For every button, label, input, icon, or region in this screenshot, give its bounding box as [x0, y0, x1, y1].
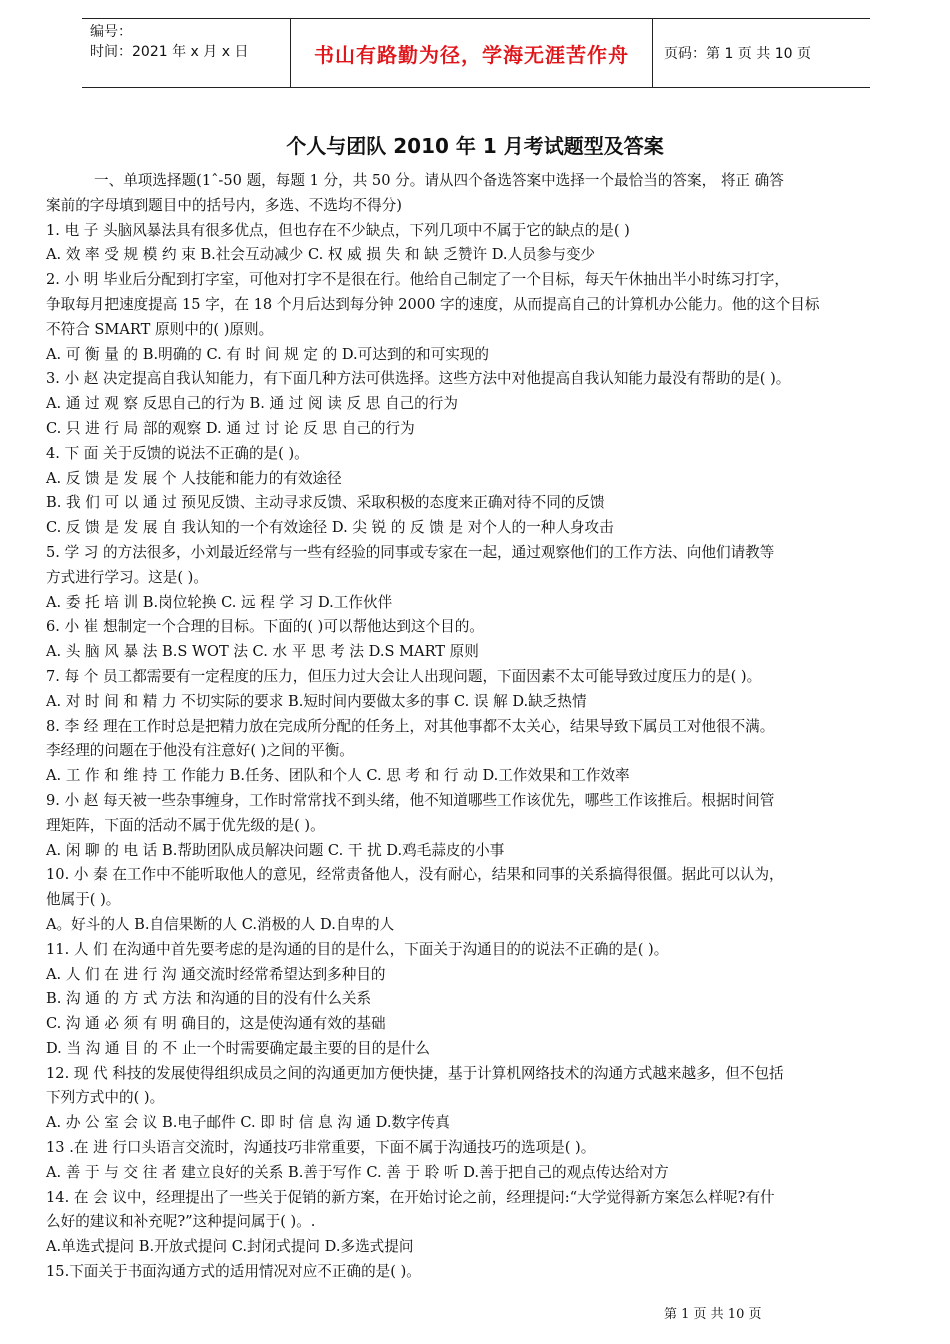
text-line: 2. 小 明 毕业后分配到打字室，可他对打字不是很在行。他给自己制定了一个目标，每天午休抽出半小时练习打字，: [46, 271, 789, 289]
header-divider-right: [652, 19, 653, 87]
text-line: B. 沟 通 的 方 式 方法 和沟通的目的没有什么关系: [46, 990, 372, 1008]
text-line: 13 .在 进 行口头语言交流时，沟通技巧非常重要，下面不属于沟通技巧的选项是( )。: [46, 1139, 596, 1157]
text-line: 9. 小 赵 每天被一些杂事缠身，工作时常常找不到头绪，他不知道哪些工作该优先，哪些工作该推后。根据时间管: [46, 791, 775, 809]
text-line: A. 工 作 和 维 持 工 作能力 B.任务、团队和个人 C. 思 考 和 行 动 D.工作效果和工作效率: [46, 767, 630, 785]
text-line: 4. 下 面 关于反馈的说法不正确的是( )。: [46, 444, 309, 462]
text-line: A. 委 托 培 训 B.岗位轮换 C. 远 程 学 习 D.工作伙伴: [46, 593, 393, 611]
text-line: A. 效 率 受 规 模 约 束 B.社会互动减少 C. 权 威 损 失 和 缺 乏赞许 D.人员参与变少: [46, 246, 596, 264]
page-footer: 第 1 页 共 10 页: [664, 1307, 762, 1322]
text-line: A. 头 脑 风 暴 法 B.S WOT 法 C. 水 平 思 考 法 D.S MART 原则: [46, 643, 479, 661]
text-line: A. 反 馈 是 发 展 个 人技能和能力的有效途径: [46, 469, 342, 487]
text-line: 5. 学 习 的方法很多，小刘最近经常与一些有经验的同事或专家在一起，通过观察他们的工作方法、向他们请教等: [46, 543, 775, 561]
text-line: C. 反 馈 是 发 展 自 我认知的一个有效途径 D. 尖 锐 的 反 馈 是 对个人的一种人身攻击: [46, 519, 614, 537]
header-motto: 书山有路勤为径，学海无涯苦作舟: [314, 42, 629, 67]
document-body: [46, 169, 908, 1285]
text-line: C. 沟 通 必 须 有 明 确目的，这是使沟通有效的基础: [46, 1015, 386, 1033]
text-line: 10. 小 秦 在工作中不能听取他人的意见，经常责备他人，没有耐心，结果和同事的关系搞得很僵。据此可以认为，: [46, 866, 784, 884]
text-line: A. 人 们 在 进 行 沟 通交流时经常希望达到多种目的: [46, 965, 386, 983]
text-line: 14. 在 会 议中，经理提出了一些关于促销的新方案，在开始讨论之前，经理提问:“大学觉得新方案怎么样呢?有什: [46, 1188, 775, 1206]
text-line: C. 只 进 行 局 部的观察 D. 通 过 讨 论 反 思 自己的行为: [46, 419, 415, 437]
text-line: A.单选式提问 B.开放式提问 C.封闭式提问 D.多选式提问: [46, 1238, 414, 1256]
text-line: 案前的字母填到题目中的括号内，多选、不选均不得分): [46, 196, 402, 214]
text-line: 1. 电 子 头脑风暴法具有很多优点，但也存在不少缺点，下列几项中不属于它的缺点的是( ): [46, 221, 630, 239]
text-line: 8. 李 经 理在工作时总是把精力放在完成所分配的任务上，对其他事都不太关心，结果导致下属员工对他很不满。: [46, 717, 775, 735]
text-line: 12. 现 代 科技的发展使得组织成员之间的沟通更加方便快捷，基于计算机网络技术的沟通方式越来越多，但不包括: [46, 1064, 784, 1082]
header-meta: [90, 22, 290, 62]
text-line: B. 我 们 可 以 通 过 预见反馈、主动寻求反馈、采取积极的态度来正确对待不同的反馈: [46, 494, 605, 512]
header-table: [82, 18, 870, 88]
text-line: A. 善 于 与 交 往 者 建立良好的关系 B.善于写作 C. 善 于 聆 听 D.善于把自己的观点传达给对方: [46, 1163, 669, 1181]
text-line: 15.下面关于书面沟通方式的适用情况对应不正确的是( )。: [46, 1263, 421, 1281]
header-page-info: 页码：第 1 页 共 10 页: [664, 46, 811, 62]
text-line: 方式进行学习。这是( )。: [46, 568, 208, 586]
text-line: 下列方式中的( )。: [46, 1089, 165, 1107]
text-line: A. 对 时 间 和 精 力 不切实际的要求 B.短时间内要做太多的事 C. 误 解 D.缺乏热情: [46, 692, 587, 710]
text-line: 6. 小 崔 想制定一个合理的目标。下面的( )可以帮他达到这个目的。: [46, 618, 484, 636]
document-time-label: 时间：2021 年 x 月 x 日: [90, 44, 249, 60]
text-line: 7. 每 个 员工都需要有一定程度的压力，但压力过大会让人出现问题，下面因素不太可能导致过度压力的是( )。: [46, 667, 762, 685]
text-line: 么好的建议和补充呢?”这种提问属于( )。.: [46, 1213, 316, 1231]
text-line: 理矩阵，下面的活动不属于优先级的是( )。: [46, 816, 325, 834]
text-line: A. 办 公 室 会 议 B.电子邮件 C. 即 时 信 息 沟 通 D.数字传真: [46, 1114, 450, 1132]
text-line: 3. 小 赵 决定提高自我认知能力，有下面几种方法可供选择。这些方法中对他提高自我认知能力最没有帮助的是( )。: [46, 370, 791, 388]
text-line: A. 闲 聊 的 电 话 B.帮助团队成员解决问题 C. 干 扰 D.鸡毛蒜皮的小事: [46, 841, 505, 859]
text-line: A. 可 衡 量 的 B.明确的 C. 有 时 间 规 定 的 D.可达到的和可实现的: [46, 345, 490, 363]
text-line: 争取每月把速度提高 15 字，在 18 个月后达到每分钟 2000 字的速度，从而提高自己的计算机办公能力。他的这个目标: [46, 295, 820, 313]
text-line: D. 当 沟 通 目 的 不 止一个时需要确定最主要的目的是什么: [46, 1039, 430, 1057]
text-line: 11. 人 们 在沟通中首先要考虑的是沟通的目的是什么，下面关于沟通目的的说法不正确的是( )。: [46, 940, 669, 958]
text-line: A. 通 过 观 察 反思自己的行为 B. 通 过 阅 读 反 思 自己的行为: [46, 395, 458, 413]
document-title: 个人与团队 2010 年 1 月考试题型及答案: [286, 134, 664, 158]
text-line: A。好斗的人 B.自信果断的人 C.消极的人 D.自卑的人: [46, 915, 395, 933]
text-line: 他属于( )。: [46, 891, 121, 909]
document-number-label: 编号：: [90, 24, 132, 40]
text-line: 一、单项选择题(1ˆ-50 题，每题 1 分，共 50 分。请从四个备选答案中选择一个最恰当的答案， 将正 确答: [94, 172, 784, 189]
text-line: 不符合 SMART 原则中的( )原则。: [46, 320, 274, 338]
text-line: 李经理的问题在于他没有注意好( )之间的平衡。: [46, 742, 354, 760]
